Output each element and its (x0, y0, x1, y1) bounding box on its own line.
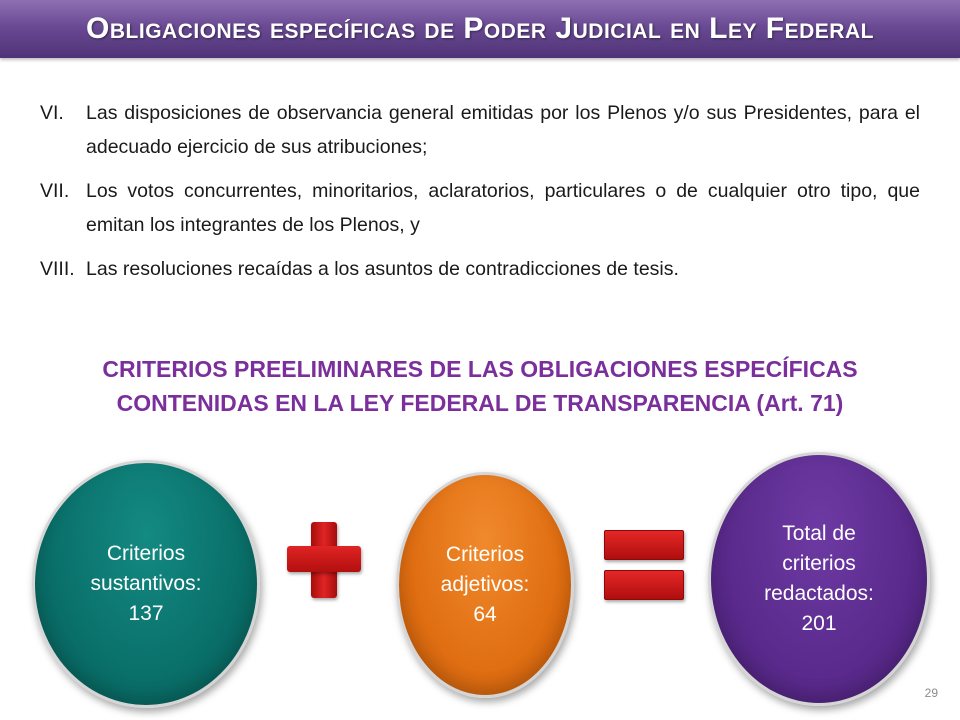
list-item (40, 96, 920, 164)
bubble-value: 137 (128, 602, 164, 625)
item-number: VI. (40, 102, 64, 124)
item-number: VIII. (40, 258, 75, 280)
bubble-value: 201 (801, 612, 837, 635)
item-number: VII. (40, 180, 70, 202)
bubble-label: sustantivos: (90, 572, 202, 595)
sustantivos-bubble (32, 460, 260, 708)
bubble-label: Criterios (106, 542, 186, 565)
section-heading (40, 352, 920, 420)
list-item (40, 252, 920, 286)
bubble-label: redactados: (764, 582, 874, 605)
obligations-list (40, 96, 920, 296)
item-text: Las resoluciones recaídas a los asuntos de contradicciones de tesis. (86, 258, 679, 280)
bubble-label: Total de (782, 522, 856, 545)
bubble-label: criterios (782, 552, 856, 575)
section-heading-line2: CONTENIDAS EN LA LEY FEDERAL DE TRANSPARENCIA (Art. 71) (116, 390, 844, 416)
bubble-value: 64 (473, 603, 497, 626)
bubble-label: adjetivos: (440, 573, 530, 596)
bubble-label: Criterios (445, 543, 525, 566)
total-bubble (708, 452, 930, 706)
adjetivos-bubble (396, 472, 574, 698)
page-number: 29 (924, 686, 938, 700)
item-text: Las disposiciones de observancia general emitidas por los Plenos y/o sus Presidentes, para el adecuado ejercicio de sus atribuciones; (86, 102, 920, 158)
list-item (40, 174, 920, 242)
item-text: Los votos concurrentes, minoritarios, aclaratorios, particulares o de cualquier otro tipo, que emitan los integrantes de los Plenos, y (86, 180, 920, 236)
slide-title: Obligaciones específicas de Poder Judicial en Ley Federal (86, 12, 874, 45)
section-heading-line1: CRITERIOS PREELIMINARES DE LAS OBLIGACIONES ESPECÍFICAS (102, 356, 858, 382)
